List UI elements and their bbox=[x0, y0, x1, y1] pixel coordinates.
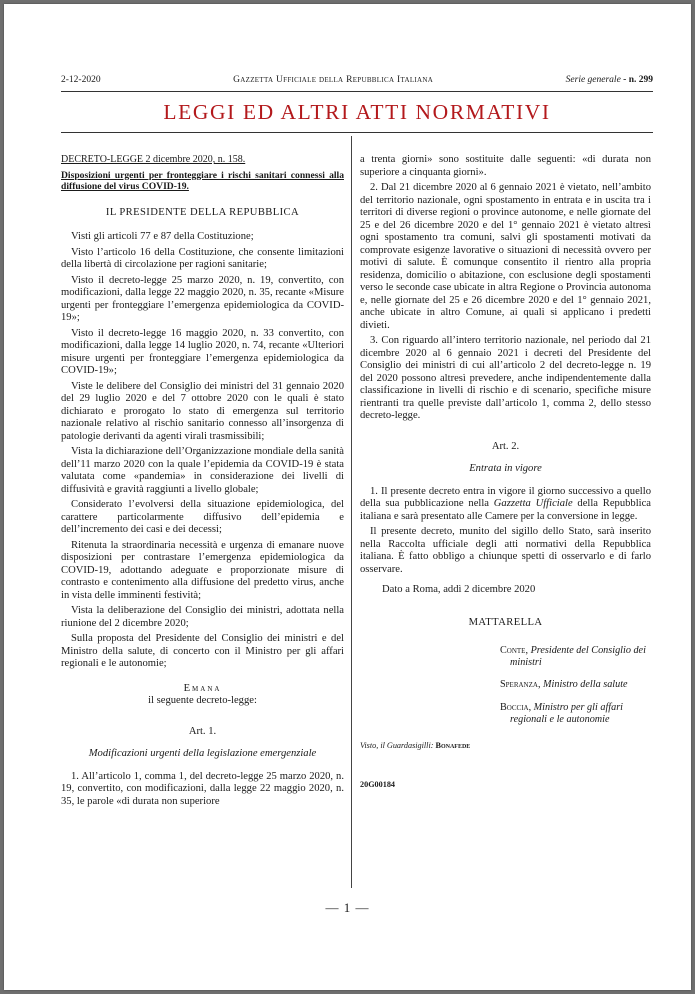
preamble-paragraph: Considerato l’evolversi della situazione epidemiologica, del carattere particolarmente diffusivo dell’epidemia e dell’incremento dei casi e dei decessi; bbox=[61, 499, 344, 535]
guardasigilli-visto bbox=[360, 740, 651, 753]
header-serie-label: Serie generale bbox=[565, 75, 621, 85]
header-date: 2-12-2020 bbox=[61, 75, 101, 85]
article-2-title: Entrata in vigore bbox=[469, 463, 542, 474]
article-1-continuation: a trenta giorni» sono sostituite dalle seguenti: «di durata non superiore a cinquanta giorni». bbox=[360, 154, 651, 178]
signatory-name: Speranza bbox=[500, 679, 538, 691]
section-title: LEGGI ED ALTRI ATTI NORMATIVI bbox=[163, 100, 551, 124]
signatory-role: Ministro per gli affari regionali e le autonomie bbox=[510, 701, 624, 725]
header-divider bbox=[61, 91, 653, 92]
article-2-label: Art. 2. bbox=[491, 440, 520, 452]
signatory-name: Conte bbox=[500, 645, 526, 656]
emana-heading: Emana bbox=[183, 682, 222, 694]
preamble-paragraph: Visto il decreto-legge 25 marzo 2020, n. 19, convertito, con modificazioni, dalla legge 22 maggio 2020, n. 35, recante «Misure urgenti per fronteggiare l’emergenza epidemiologica da COVID-19»; bbox=[61, 274, 344, 323]
date-place: Dato a Roma, addì 2 dicembre 2020 bbox=[382, 584, 536, 595]
president-signature: MATTARELLA bbox=[468, 616, 543, 628]
header-issue-number: - n. 299 bbox=[623, 75, 653, 85]
preamble-paragraph: Vista la dichiarazione dell’Organizzazione mondiale della sanità dell’11 marzo 2020 con la quale l’epidemia da COVID-19 è stata valutata come «pandemia» in considerazione dei livelli di diffusività e gravità raggiunti a livello globale; bbox=[61, 446, 344, 495]
article-2-paragraph-2: Il presente decreto, munito del sigillo dello Stato, sarà inserito nella Raccolta ufficiale degli atti normativi della Repubblica italiana. È fatto obbligo a chiunque spetti di osservarlo e di farlo osservare. bbox=[360, 526, 651, 575]
preamble-paragraph: Ritenuta la straordinaria necessità e urgenza di emanare nuove disposizioni per contrastare l’emergenza epidemiologica da COVID-19, adottando adeguate e proporzionate misure di contrasto e contenimento alla diffusione del predetto virus, anche in vista delle imminenti festività; bbox=[61, 539, 344, 601]
signatory-role: Presidente del Consiglio dei ministri bbox=[510, 645, 646, 669]
signatory-name: Boccia bbox=[500, 701, 529, 713]
header-gazette-title: Gazzetta Ufficiale della Repubblica Italiana bbox=[233, 75, 434, 85]
page-number: — 1 — bbox=[325, 900, 370, 915]
president-heading: IL PRESIDENTE DELLA REPUBBLICA bbox=[105, 206, 300, 218]
preamble-paragraph: Vista la deliberazione del Consiglio dei ministri, adottata nella riunione del 2 dicembre 2020; bbox=[61, 605, 344, 629]
decree-heading: DECRETO-LEGGE 2 dicembre 2020, n. 158. bbox=[61, 154, 246, 165]
signature-speranza: Speranza, Ministro della salute bbox=[500, 679, 628, 691]
article-1-label: Art. 1. bbox=[188, 725, 217, 737]
article-1-title: Modificazioni urgenti della legislazione emergenziale bbox=[88, 748, 317, 759]
article-2-text-end: della Repubblica italiana e sarà presentato alle Camere per la conversione in legge. bbox=[360, 498, 652, 522]
emana-subtitle: il seguente decreto-legge: bbox=[148, 695, 257, 706]
preamble-paragraph: Sulla proposta del Presidente del Consiglio dei ministri e del Ministro della salute, di concerto con il Ministro per gli affari regionali e le autonomie; bbox=[61, 633, 344, 669]
left-column bbox=[61, 154, 344, 811]
article-1-paragraph: 1. All’articolo 1, comma 1, del decreto-legge 25 marzo 2020, n. 19, convertito, con modificazioni, dalla legge 22 maggio 2020, n. 35, le parole «di durata non superiore bbox=[61, 770, 344, 807]
page-header bbox=[61, 74, 653, 86]
article-1-paragraph-3: 3. Con riguardo all’intero territorio nazionale, nel periodo dal 21 dicembre 2020 al 6 gennaio 2021 i decreti del Presidente del Consiglio dei ministri di cui all’articolo 2 del decreto-legge n. 19 del 2020 possono altresì prevedere, anche indipendentemente dalla classificazione in livelli di rischio e di scenario, specifiche misure rientranti tra quelle previste dall’articolo 1, comma 2, dello stesso decreto-legge. bbox=[360, 335, 651, 421]
preamble-paragraph: Viste le delibere del Consiglio dei ministri del 31 gennaio 2020 del 29 luglio 2020 e del 7 ottobre 2020 con le quali è stato dichiarato e prorogato lo stato di emergenza sul territorio nazionale relativo al rischio sanitario connesso all’insorgenza di patologie derivanti da agenti virali trasmissibili; bbox=[61, 380, 344, 442]
document-code: 20G00184 bbox=[360, 779, 396, 789]
preamble-paragraph: Visto l’articolo 16 della Costituzione, che consente limitazioni della libertà di circolazione per ragioni sanitarie; bbox=[61, 246, 344, 270]
column-divider bbox=[351, 136, 352, 888]
gazzetta-ufficiale-reference: Gazzetta Ufficiale bbox=[493, 498, 573, 509]
signatory-role: Ministro della salute bbox=[543, 679, 628, 691]
article-2-paragraph-1 bbox=[360, 486, 651, 524]
preamble-paragraph: Visto il decreto-legge 16 maggio 2020, n. 33 convertito, con modificazioni, dalla legge 14 luglio 2020, n. 74, recante «Ulteriori misure urgenti per fronteggiare l’emergenza epidemiologica da COVID-19»; bbox=[61, 327, 344, 376]
decree-subject: Disposizioni urgenti per fronteggiare i rischi sanitari connessi alla diffusione del virus COVID-19. bbox=[61, 169, 344, 192]
header-serie bbox=[566, 74, 653, 86]
visto-name: Bonafede bbox=[435, 741, 471, 751]
preamble-paragraph: Visti gli articoli 77 e 87 della Costituzione; bbox=[71, 231, 254, 242]
document-page bbox=[4, 4, 691, 990]
right-column bbox=[360, 154, 651, 794]
article-1-paragraph-2: 2. Dal 21 dicembre 2020 al 6 gennaio 2021 è vietato, nell’ambito del territorio nazionale, ogni spostamento in entrata e in uscita tra i territori di diverse regioni o province autonome, e nelle giornate del 25 e del 26 dicembre 2020 e del 1° gennaio 2021 è vietato altresì ogni spostamento tra comuni, salvi gli spostamenti motivati da comprovate esigenze lavorative o situazioni di necessità ovvero per motivi di salute. È comunque consentito il rientro alla propria residenza, domicilio o abitazione, con esclusione degli spostamenti verso le seconde case ubicate in altra Regione o Provincia autonoma e, nelle giornate del 25 e 26 dicembre 2020 e del 1° gennaio 2021, anche ubicate in altro Comune, ai quali si applicano i predetti divieti. bbox=[360, 182, 651, 331]
signature-boccia: Boccia, Ministro per gli affari regionali e le autonomie bbox=[500, 701, 624, 725]
signature-conte: Conte, Presidente del Consiglio dei ministri bbox=[500, 645, 646, 669]
article-2-text-start: 1. Il presente decreto entra in vigore il giorno successivo a quello della sua pubblicazione nella bbox=[360, 485, 651, 509]
title-divider bbox=[61, 132, 653, 133]
visto-label: Visto, il Guardasigilli: bbox=[360, 741, 434, 751]
